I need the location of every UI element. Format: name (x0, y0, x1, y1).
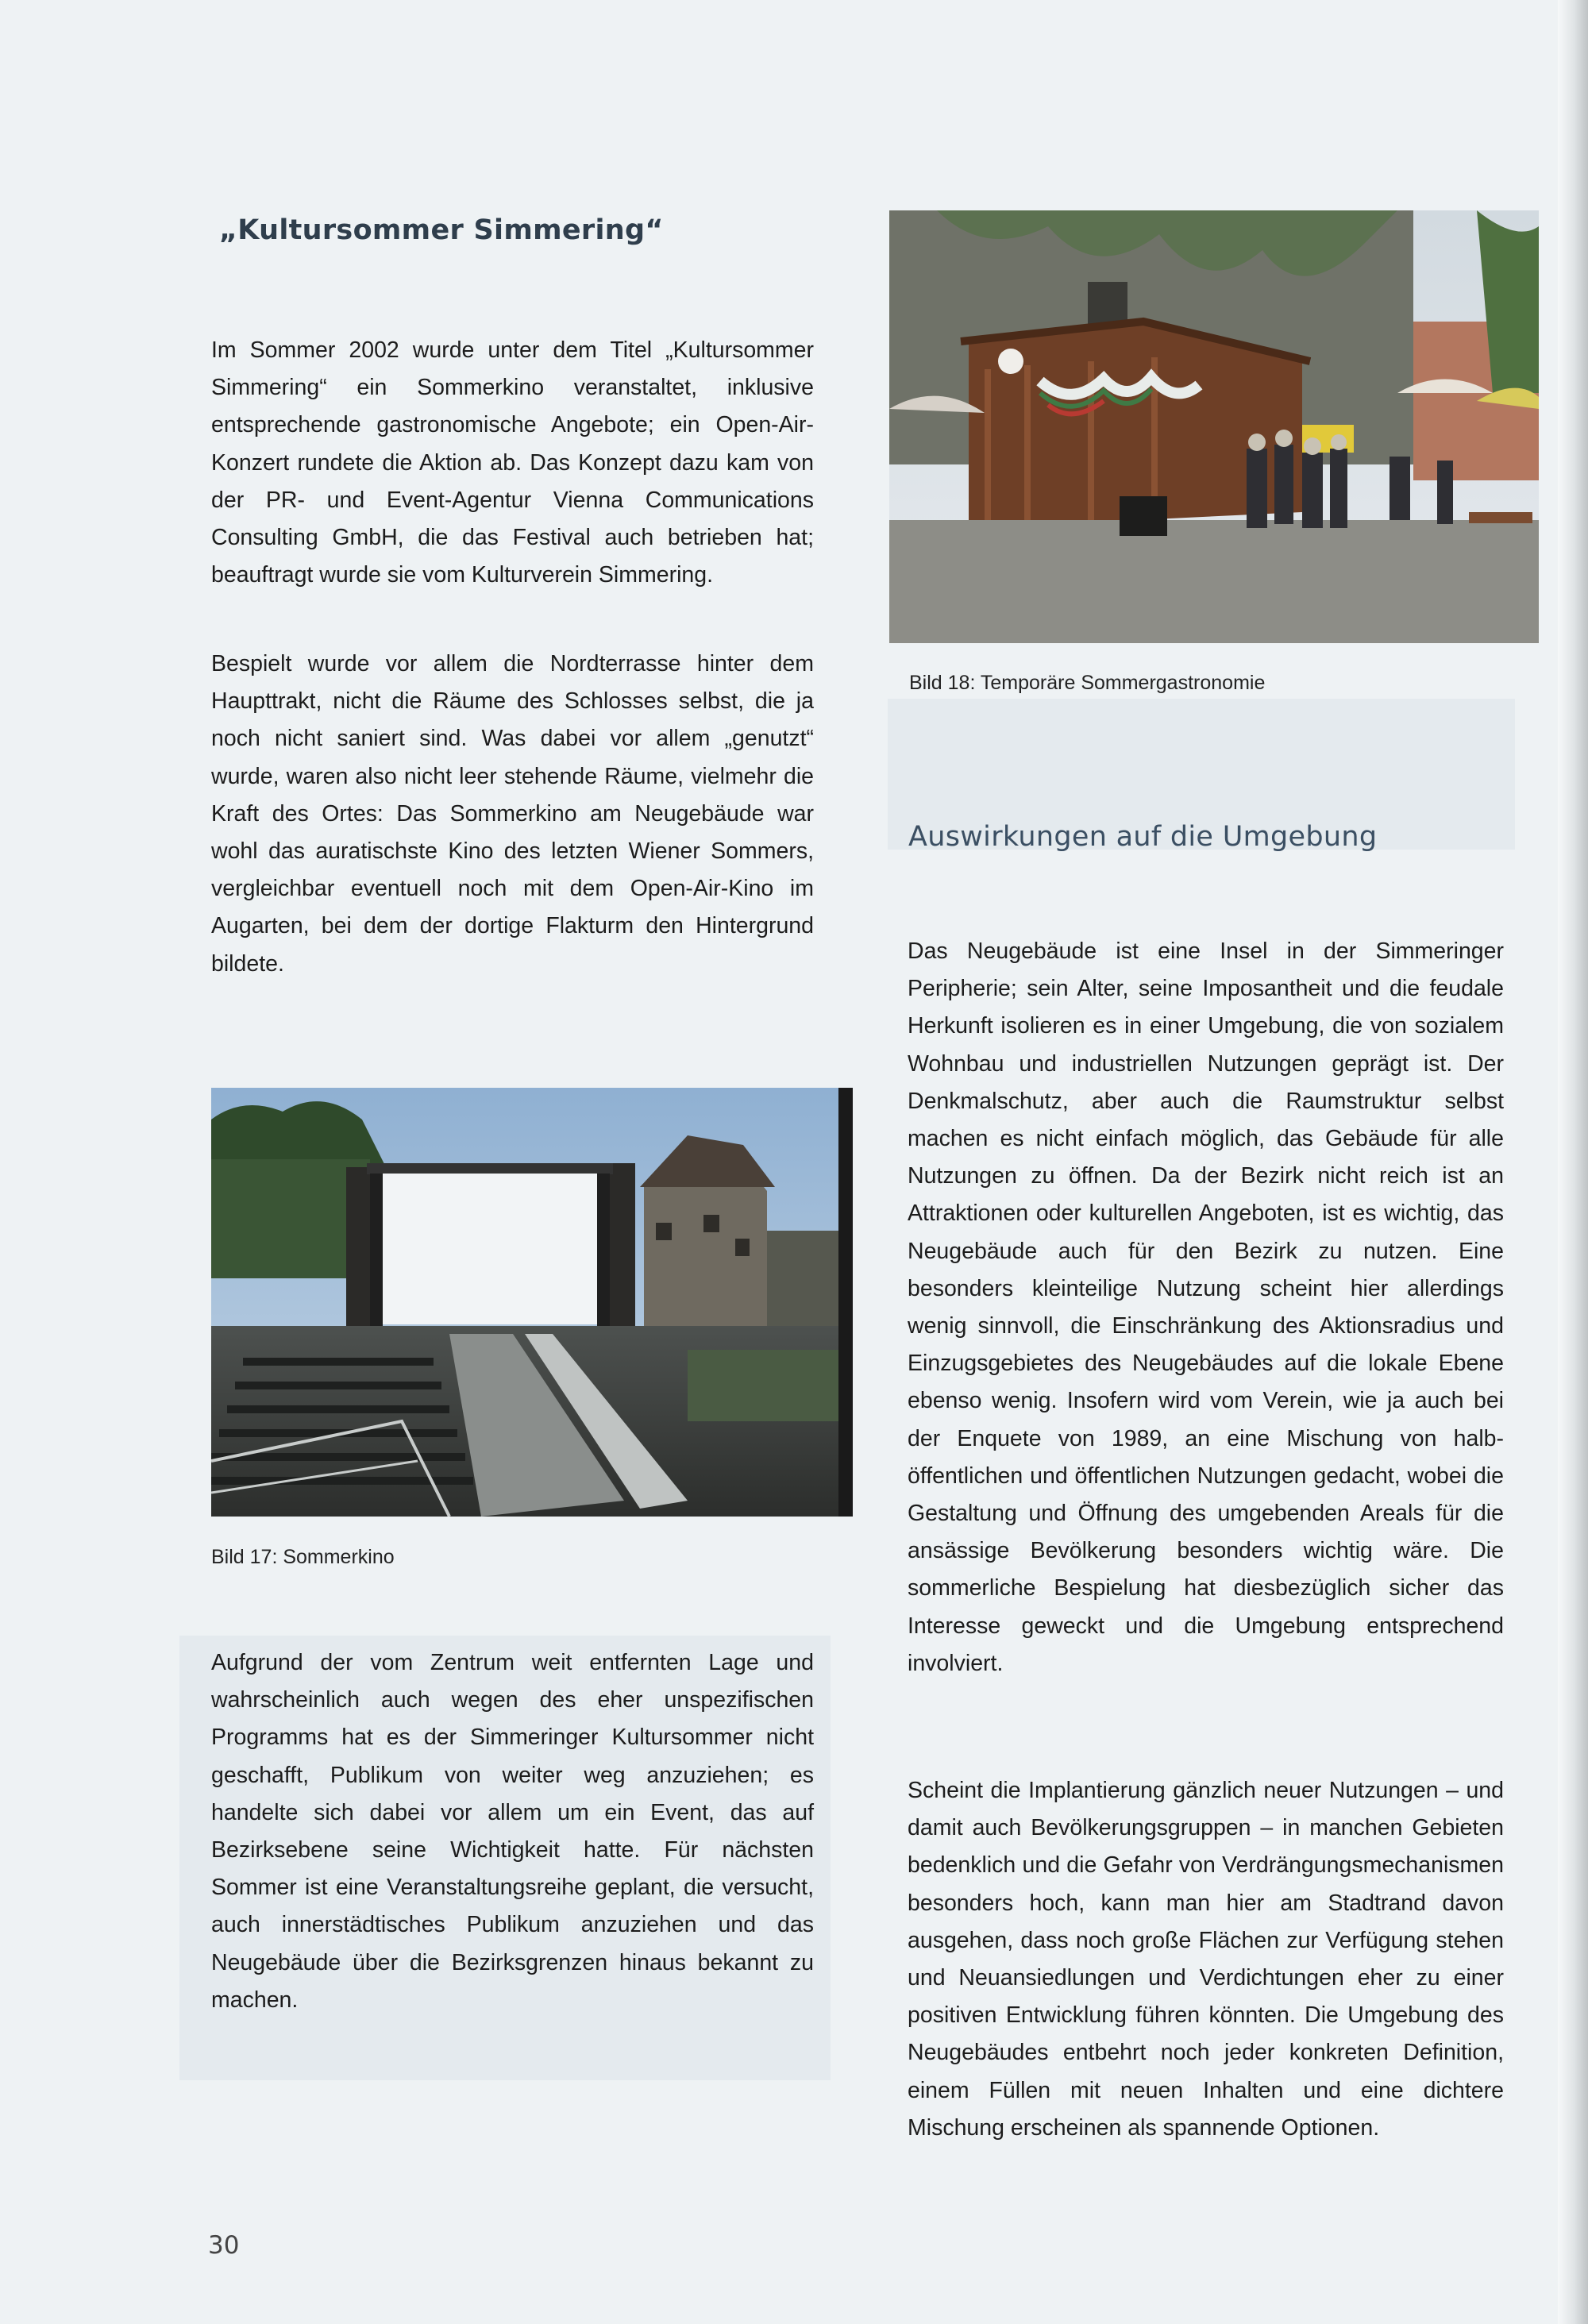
page-edge-shadow (1558, 0, 1588, 2324)
paragraph: Das Neugebäude ist eine Insel in der Simmeringer Peripherie; sein Alter, seine Imposantheit und die feudale Herkunft isolieren es in einer Umgebung, die von sozialem Wohnbau und industriellen Nutzungen geprägt ist. Der Denkmalschutz, aber auch die Raumstruktur selbst machen es nicht einfach möglich, das Gebäude für alle Nutzungen zu öffnen. Da der Bezirk nicht reich ist an Attraktionen oder kulturellen Angeboten, ist es wichtig, das Neugebäude auch für den Bezirk zu nutzen. Eine besonders kleinteilige Nutzung scheint hier allerdings wenig sinnvoll, die Einschränkung des Aktionsradius und Einzugsgebietes des Neugebäudes auf die lokale Ebene ebenso wenig. Insofern wird vom Verein, wie ja auch bei der Enquete von 1989, an eine Mischung von halb-öffentlichen und öffentlichen Nutzungen gedacht, wobei die Gestaltung und Öffnung des umgebenden Areals für die ansässige Bevölkerung besonders wichtig wäre. Die sommerliche Bespielung hat diesbezüglich sicher das Interesse geweckt und die Umgebung entsprechend involviert. (908, 938, 1504, 1676)
photo-sommergastronomie-graphic (889, 210, 1539, 643)
photo-sommerkino-graphic (211, 1088, 853, 1517)
paragraph: Scheint die Implantierung gänzlich neuer Nutzungen – und damit auch Bevölkerungsgruppen – in manchen Gebieten bedenklich und die Gefahr von Verdrängungsmechanismen besonders hoch, kann man hier am Stadtrand davon ausgehen, dass noch große Flächen zur Verfügung stehen und Neuansiedlungen und Verdichtungen eher zu einer positiven Entwicklung führen könnten. Die Umgebung des Neugebäudes entbehrt noch jeder konkreten Definition, einem Füllen mit neuen Inhalten und eine dichtere Mischung erscheinen als spannende Optionen. (908, 1778, 1504, 2141)
paragraph: Im Sommer 2002 wurde unter dem Titel „Kultursommer Simmering“ ein Sommerkino veranstaltet, inklusive entsprechende gastronomische Angebote; ein Open-Air-Konzert rundete die Aktion ab. Das Konzept dazu kam von der PR- und Event-Agentur Vienna Communications Consulting GmbH, die das Festival auch betrieben hat; beauftragt wurde sie vom Kulturverein Simmering. (211, 337, 814, 588)
paragraph: Bespielt wurde vor allem die Nordterrasse hinter dem Haupttrakt, nicht die Räume des Schlosses selbst, die ja noch nicht saniert sind. Was dabei vor allem „genutzt“ wurde, waren also nicht leer stehende Räume, vielmehr die Kraft des Ortes: Das Sommerkino am Neugebäude war wohl das auratischste Kino des letzten Wiener Sommers, vergleichbar eventuell noch mit dem Open-Air-Kino im Augarten, bei dem der dortige Flakturm den Hintergrund bildete. (211, 651, 814, 977)
paragraph: Aufgrund der vom Zentrum weit entfernten Lage und wahrscheinlich auch wegen des eher unspezifischen Programms hat es der Simmeringer Kultursommer nicht geschafft, Publikum von weiter weg anzuziehen; es handelte sich dabei vor allem um ein Event, das auf Bezirksebene seine Wichtigkeit hatte. Für nächsten Sommer ist eine Veranstaltungsreihe geplant, die versucht, auch innerstädtisches Publikum anzuziehen und das Neugebäude über die Bezirksgrenzen hinaus bekannt zu machen. (211, 1650, 814, 2013)
figure-caption-bild-17: Bild 17: Sommerkino (211, 1546, 395, 1568)
section-heading-auswirkungen: Auswirkungen auf die Umgebung (908, 821, 1378, 853)
page-number: 30 (208, 2231, 240, 2260)
figure-caption-bild-18: Bild 18: Temporäre Sommergastronomie (909, 672, 1266, 694)
photo-sommerkino (211, 1088, 853, 1517)
section-heading-kultursommer: „Kultursommer Simmering“ (219, 214, 664, 246)
photo-sommergastronomie (889, 210, 1539, 643)
